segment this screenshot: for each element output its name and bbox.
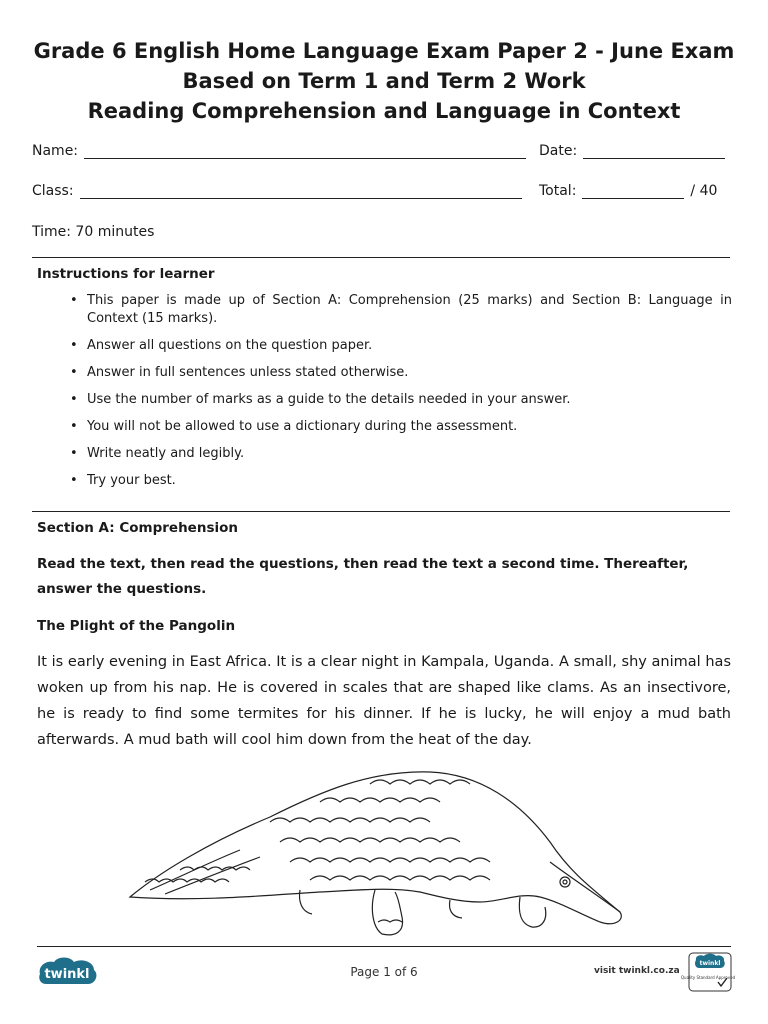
instruction-item: • This paper is made up of Section A: Comprehension (25 marks) and Section B: Language in Context (15 marks). — [70, 292, 732, 328]
story-passage: It is early evening in East Africa. It is a clear night in Kampala, Uganda. A small, shy animal has woken up from his nap. He is covered in scales that are shaped like clams. As an insectivore, he is ready to find some termites for his dinner. If he is lucky, he will enjoy a mud bath afterwards. A mud bath will cool him down from the heat of the day. — [37, 654, 731, 748]
total-label: Total: — [539, 183, 577, 199]
name-field[interactable] — [32, 143, 526, 159]
pangolin-illustration — [120, 762, 640, 942]
quality-badge — [680, 952, 736, 992]
total-field[interactable] — [539, 183, 717, 199]
website-link[interactable]: visit twinkl.co.za — [594, 966, 680, 976]
footer-divider — [37, 946, 731, 947]
class-line[interactable] — [80, 183, 522, 199]
section-a-directions: Read the text, then read the questions, then read the text a second time. Thereafter, answer the questions. — [37, 556, 689, 597]
instruction-item: • Try your best. — [70, 472, 732, 490]
time-text: Time: 70 minutes — [32, 224, 155, 240]
title-line-2: Based on Term 1 and Term 2 Work — [182, 69, 586, 93]
class-label: Class: — [32, 183, 74, 199]
page-number: Page 1 of 6 — [350, 965, 418, 979]
instruction-item: • You will not be allowed to use a dictionary during the assessment. — [70, 418, 732, 436]
date-label: Date: — [539, 143, 578, 159]
instruction-item: • Use the number of marks as a guide to the details needed in your answer. — [70, 391, 732, 409]
divider-top — [32, 257, 730, 258]
exam-title — [0, 36, 768, 126]
date-line[interactable] — [583, 143, 725, 159]
name-label: Name: — [32, 143, 79, 159]
title-line-3: Reading Comprehension and Language in Context — [87, 99, 681, 123]
instructions-heading: Instructions for learner — [37, 266, 215, 282]
badge-caption: Quality Standard Approved — [680, 975, 736, 980]
name-line[interactable] — [84, 143, 526, 159]
badge-text: twinkl — [699, 960, 721, 967]
section-a-heading: Section A: Comprehension — [37, 520, 238, 536]
instructions-list — [70, 292, 732, 499]
class-field[interactable] — [32, 183, 522, 199]
instruction-item: • Write neatly and legibly. — [70, 445, 732, 463]
date-field[interactable] — [539, 143, 725, 159]
title-line-1: Grade 6 English Home Language Exam Paper 2 - June Exam — [33, 39, 735, 63]
instruction-item: • Answer in full sentences unless stated otherwise. — [70, 364, 732, 382]
story-title: The Plight of the Pangolin — [37, 618, 236, 634]
logo-text: twinkl — [44, 967, 90, 982]
divider-section — [32, 511, 730, 512]
instruction-item: • Answer all questions on the question paper. — [70, 337, 732, 355]
total-line[interactable] — [582, 183, 684, 199]
time-row — [32, 224, 730, 240]
total-suffix: / 40 — [690, 183, 718, 199]
